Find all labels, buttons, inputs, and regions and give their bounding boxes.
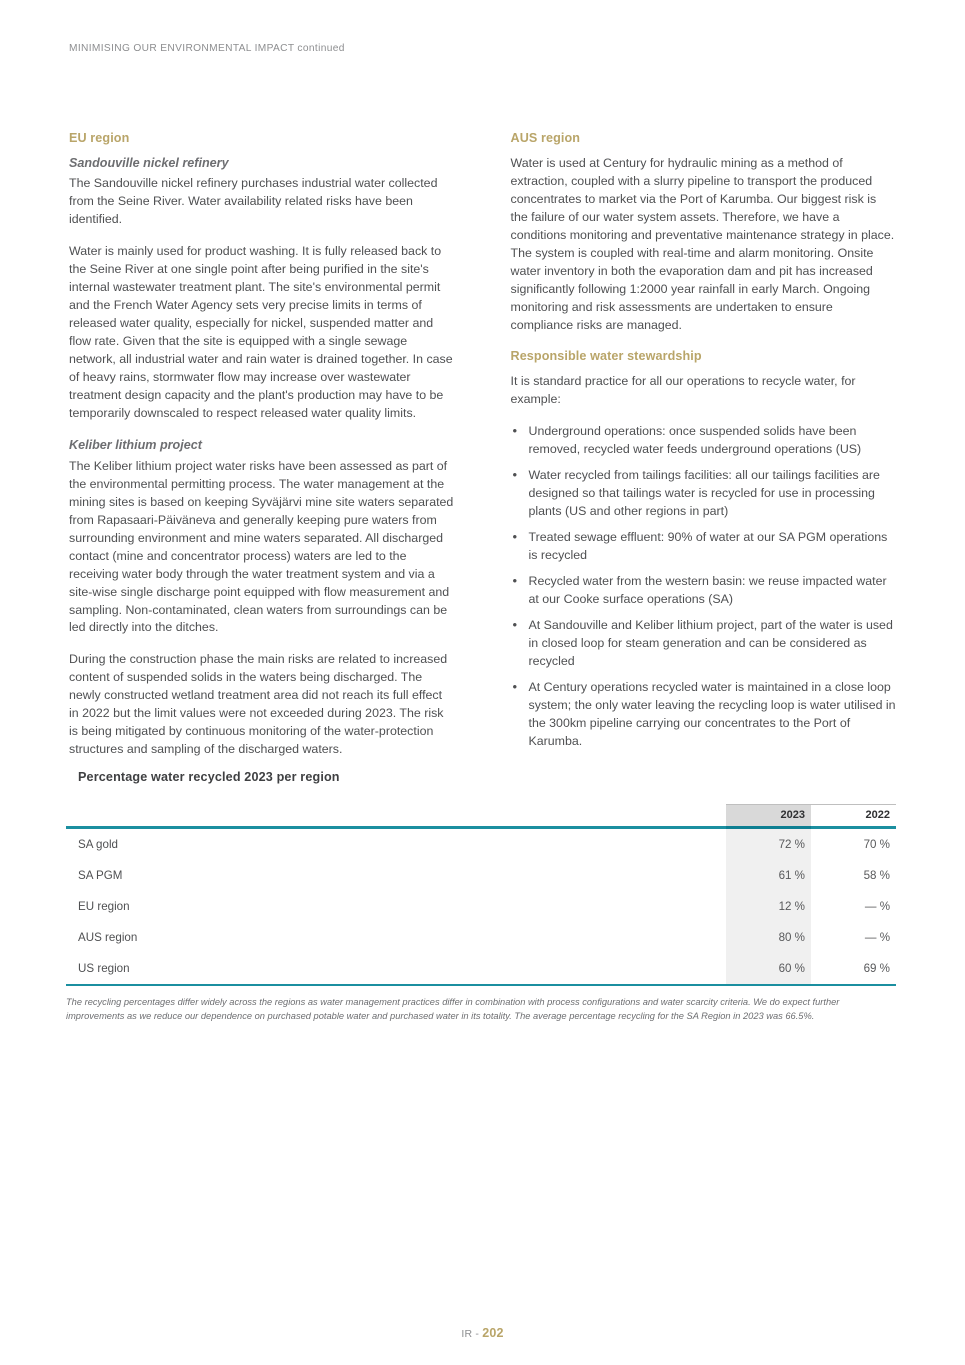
row-value-2022: — % <box>864 931 890 944</box>
row-label: SA PGM <box>78 869 123 882</box>
running-head: MINIMISING OUR ENVIRONMENTAL IMPACT continued <box>69 43 345 54</box>
row-label: AUS region <box>78 931 138 944</box>
page-number: 202 <box>482 1326 504 1340</box>
rule-segment-2023 <box>726 984 811 986</box>
list-item: • Treated sewage effluent: 90% of water at our SA PGM operations is recycled <box>511 529 897 565</box>
column-header-2023: 2023 <box>726 805 811 827</box>
row-value-2022: 69 % <box>863 962 890 975</box>
table-bottom-rule <box>66 984 896 986</box>
row-value-2022: 70 % <box>863 838 890 851</box>
row-value-2023: 80 % <box>726 922 811 953</box>
row-label: EU region <box>78 900 130 913</box>
rule-segment-label <box>66 984 726 986</box>
keliber-paragraph-1: The Keliber lithium project water risks have been assessed as part of the environmental permitting process. The water management at the mining sites is based on keeping Syväjärvi mine site waters separated from Rapasaari-Päiväneva and generally keeping pure waters from surrounding environment and mine waters separated. All discharged contact (mine and concentrator process) waters are led to the receiving water body through the water treatment system and via a site-wise single discharge point equipped with flow measurement and sampling. Non-contaminated, clean waters from surroundings can be led directly into the ditches. <box>69 458 454 635</box>
row-value-2023: 61 % <box>726 860 811 891</box>
table-row <box>66 922 896 953</box>
table-row <box>66 829 896 860</box>
aus-region-heading: AUS region <box>510 131 581 145</box>
table-row <box>66 891 896 922</box>
list-item: • At Sandouville and Keliber lithium project, part of the water is used in closed loop for steam generation and can be considered as recycled <box>511 617 897 671</box>
row-label: SA gold <box>78 838 118 851</box>
table-row <box>66 953 896 984</box>
footer-prefix: IR - <box>461 1328 483 1340</box>
left-column <box>69 131 455 759</box>
column-header-label <box>66 805 726 827</box>
stewardship-bullet-list <box>511 423 897 751</box>
table-row <box>66 860 896 891</box>
keliber-paragraph-2: During the construction phase the main risks are related to increased content of suspended solids in the waters being discharged. The newly constructed wetland treatment area did not reach its full effect in 2022 but the limit values were not exceeded during 2023. The risk is being mitigated by continuous monitoring of the water-protection structures and sampling of the discharged waters. <box>69 652 448 757</box>
row-value-2022: 58 % <box>863 869 890 882</box>
list-item: • Water recycled from tailings facilities: all our tailings facilities are designed so that tailings water is recycled for use in processing plants (US and other regions in part) <box>511 467 897 521</box>
water-recycled-table-block <box>66 770 896 1024</box>
two-column-body <box>69 131 896 759</box>
list-item: • Recycled water from the western basin: we reuse impacted water at our Cooke surface operations (SA) <box>511 573 897 609</box>
table-header-row <box>66 805 896 827</box>
table-footnote: The recycling percentages differ widely across the regions as water management practices differ in combination with process configurations and water scarcity criteria. We do expect further improvements as we reduce our dependence on purchased potable water and purchased water in its totality. The average percentage recycling for the SA Region in 2023 was 66.5%. <box>66 997 840 1021</box>
list-item: • At Century operations recycled water is maintained in a close loop system; the only water leaving the recycling loop is water utilised in the 300km pipeline carrying our concentrates to the Port of Karumba. <box>511 679 897 751</box>
water-recycled-table <box>66 804 896 986</box>
column-header-2022: 2022 <box>811 805 896 827</box>
right-column <box>511 131 897 759</box>
eu-region-heading: EU region <box>69 131 130 145</box>
keliber-subheading: Keliber lithium project <box>69 438 202 453</box>
row-value-2023: 12 % <box>726 891 811 922</box>
stewardship-intro-paragraph: It is standard practice for all our operations to recycle water, for example: <box>510 374 856 407</box>
row-value-2023: 72 % <box>726 829 811 860</box>
row-value-2023: 60 % <box>726 953 811 984</box>
sandouville-paragraph-2: Water is mainly used for product washing. It is fully released back to the Seine River at one single point after being purified in the site's internal wastewater treatment plant. The site's environmental permit and the French Water Agency sets very precise limits in terms of released water quality, especially for nickel, suspended matter and flow rate. Given that the site is equipped with a single sewage network, all industrial water and rain water is drained together. In case of heavy rains, stormwater flow may increase over wastewater treatment design capacity and the plant's production may have to be temporarily downscaled to respect released water quality limits. <box>69 244 453 421</box>
responsible-water-stewardship-heading: Responsible water stewardship <box>510 348 702 363</box>
list-item: • Underground operations: once suspended solids have been removed, recycled water feeds underground operations (US) <box>511 423 897 459</box>
row-label: US region <box>78 962 130 975</box>
table-title: Percentage water recycled 2023 per region <box>78 770 340 784</box>
aus-region-paragraph: Water is used at Century for hydraulic mining as a method of extraction, coupled with a slurry pipeline to transport the produced concentrates to market via the Port of Karumba. Our biggest risk is the failure of our water system assets. Therefore, we have a conditions monitoring and preventative maintenance strategy in place. The system is coupled with real-time and alarm monitoring. Onsite water inventory in both the evaporation dam and pit has increased significantly following 1:2000 year rainfall in early March. Ongoing monitoring and risk assessments are undertaken to ensure compliance risks are managed. <box>510 156 895 332</box>
sandouville-paragraph-1: The Sandouville nickel refinery purchases industrial water collected from the Seine River. Water availability related risks have been identified. <box>69 176 438 227</box>
sandouville-subheading: Sandouville nickel refinery <box>69 156 229 171</box>
rule-segment-2022 <box>811 984 896 986</box>
page-footer <box>0 1326 965 1340</box>
row-value-2022: — % <box>864 900 890 913</box>
